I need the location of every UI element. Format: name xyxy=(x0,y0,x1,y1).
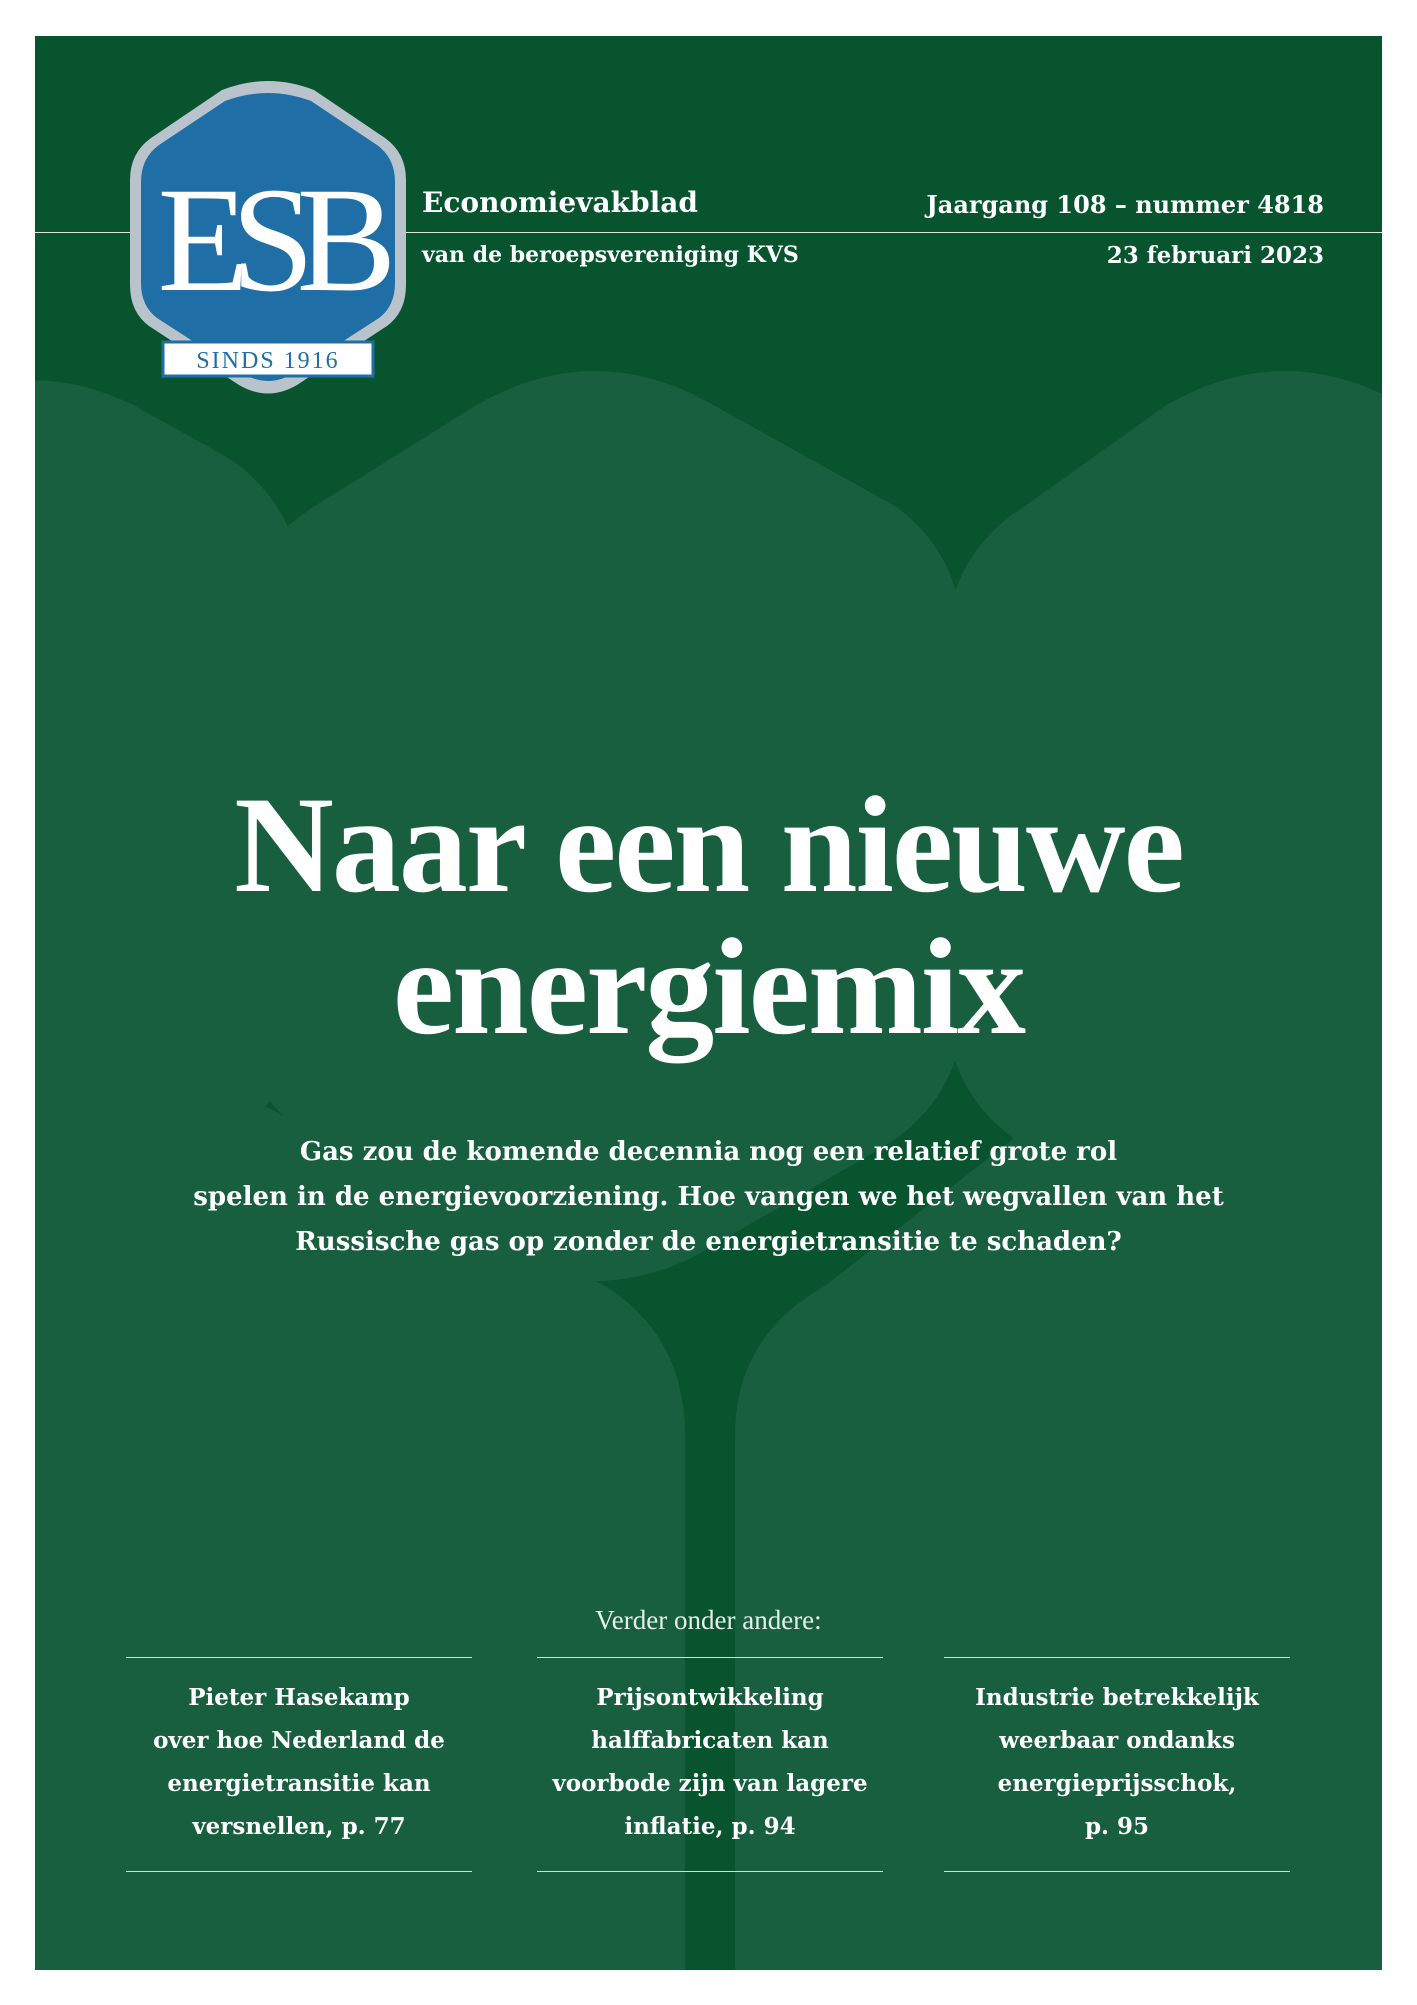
teaser-line: Industrie betrekkelijk xyxy=(975,1684,1259,1711)
publication-title: Economievakblad xyxy=(422,186,698,219)
esb-logo xyxy=(127,80,409,408)
intro-line-3: Russische gas op zonder de energietransitie te schaden? xyxy=(295,1227,1122,1257)
teaser-text xyxy=(944,1676,1290,1848)
teaser-text xyxy=(126,1676,472,1848)
cover-intro xyxy=(175,1130,1242,1265)
teaser-prijsontwikkeling xyxy=(537,1657,883,1872)
teaser-industrie xyxy=(944,1657,1290,1872)
magazine-cover xyxy=(35,36,1382,1970)
teaser-list xyxy=(126,1657,1290,1872)
teaser-line: Pieter Hasekamp xyxy=(188,1684,410,1711)
cover-headline xyxy=(35,768,1382,1063)
teaser-line: energietransitie kan xyxy=(167,1770,431,1797)
teaser-hasekamp xyxy=(126,1657,472,1872)
headline-line-1: Naar een nieuwe xyxy=(234,768,1183,921)
intro-line-1: Gas zou de komende decennia nog een relatief grote rol xyxy=(299,1137,1118,1167)
further-label: Verder onder andere: xyxy=(595,1605,822,1635)
teaser-line: weerbaar ondanks xyxy=(999,1727,1235,1754)
publication-subtitle: van de beroepsvereniging KVS xyxy=(422,242,799,268)
headline-line-2: energiemix xyxy=(392,910,1025,1063)
teaser-line: halffabricaten kan xyxy=(591,1727,829,1754)
teaser-line: energieprijsschok, xyxy=(997,1770,1237,1797)
teaser-line: inflatie, p. 94 xyxy=(624,1813,796,1840)
issue-date: 23 februari 2023 xyxy=(1106,242,1324,269)
teaser-line: Prijsontwikkeling xyxy=(596,1684,824,1711)
issue-number: Jaargang 108 – nummer 4818 xyxy=(926,190,1324,219)
logo-banner-text: SINDS 1916 xyxy=(196,348,340,374)
teaser-line: over hoe Nederland de xyxy=(153,1727,445,1754)
intro-line-2: spelen in de energievoorziening. Hoe vangen we het wegvallen van het xyxy=(193,1182,1224,1212)
logo-monogram: ESB xyxy=(157,157,379,323)
teaser-line: voorbode zijn van lagere xyxy=(552,1770,868,1797)
teaser-text xyxy=(537,1676,883,1848)
teaser-line: p. 95 xyxy=(1084,1813,1150,1840)
teaser-line: versnellen, p. 77 xyxy=(192,1813,406,1840)
